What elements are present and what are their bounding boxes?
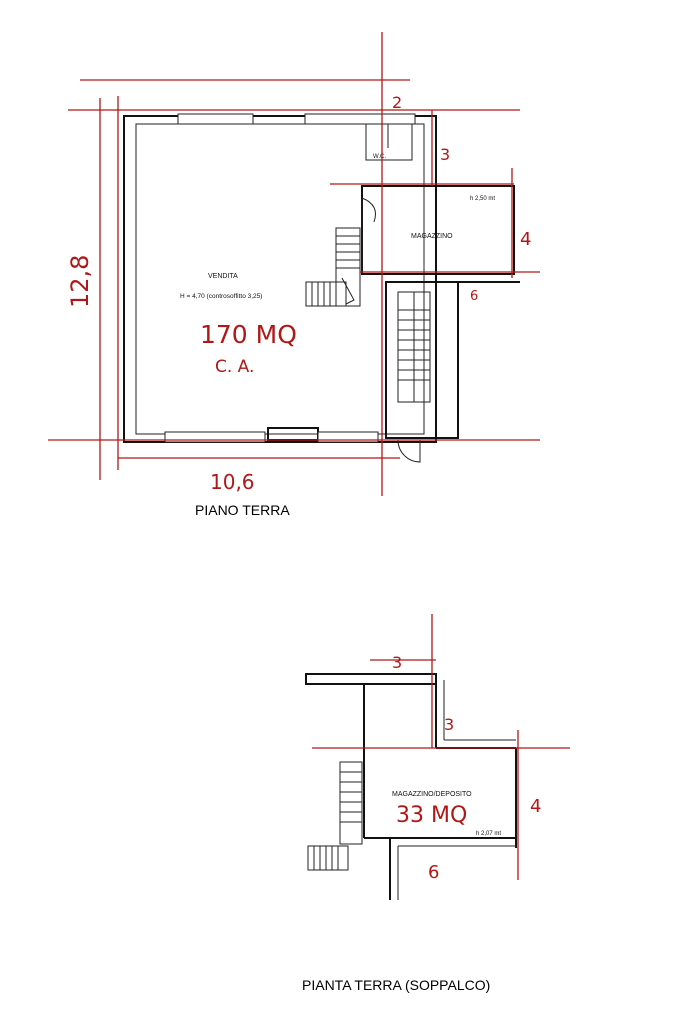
mezzanine-top-wall (306, 674, 436, 684)
stairwell (386, 282, 458, 462)
mezzanine-plan (302, 614, 570, 993)
room-height-sales: H = 4,70 (controsoffitto 3,25) (180, 293, 263, 300)
dimension-width: 10,6 (210, 470, 255, 494)
entrance-door-swing (398, 440, 420, 462)
mezzanine-caption: PIANTA TERRA (SOPPALCO) (302, 977, 491, 993)
storage-label: MAGAZZINO (411, 233, 453, 240)
mezz-mark-4: 4 (530, 796, 542, 817)
storage-door-swing (362, 198, 376, 222)
window-top-2 (305, 114, 415, 124)
storage-height: h 2,50 mt (470, 196, 496, 202)
ground-inner-wall (136, 124, 424, 434)
mezzanine-stairs (308, 762, 362, 870)
mezzanine-room-label: MAGAZZINO/DEPOSITO (392, 791, 472, 798)
mezz-mark-6: 6 (428, 862, 440, 883)
ground-floor-caption: PIANO TERRA (195, 502, 290, 518)
mark-6: 6 (470, 289, 479, 304)
dimension-depth: 12,8 (66, 254, 94, 308)
stairs-to-mezzanine (306, 228, 360, 306)
mezz-mark-3-side: 3 (444, 715, 455, 734)
red-annotations-mezzanine (312, 614, 570, 883)
mezzanine-room-height: h 2,07 mt (476, 831, 502, 837)
wc-label: W.C. (373, 154, 386, 160)
red-annotations-ground (48, 32, 540, 496)
mark-4: 4 (520, 229, 532, 250)
ground-outer-wall (124, 116, 436, 442)
mark-3: 3 (440, 145, 451, 164)
area-note-mezzanine: 33 MQ (396, 803, 468, 828)
room-label-sales: VENDITA (208, 273, 238, 280)
window-top-1 (178, 114, 253, 124)
mark-2: 2 (392, 93, 403, 112)
ground-floor-plan (48, 32, 540, 518)
area-note-ground: 170 MQ (200, 320, 297, 349)
mezz-mark-3-top: 3 (392, 653, 403, 672)
area-note-ground-2: C. A. (215, 357, 255, 377)
